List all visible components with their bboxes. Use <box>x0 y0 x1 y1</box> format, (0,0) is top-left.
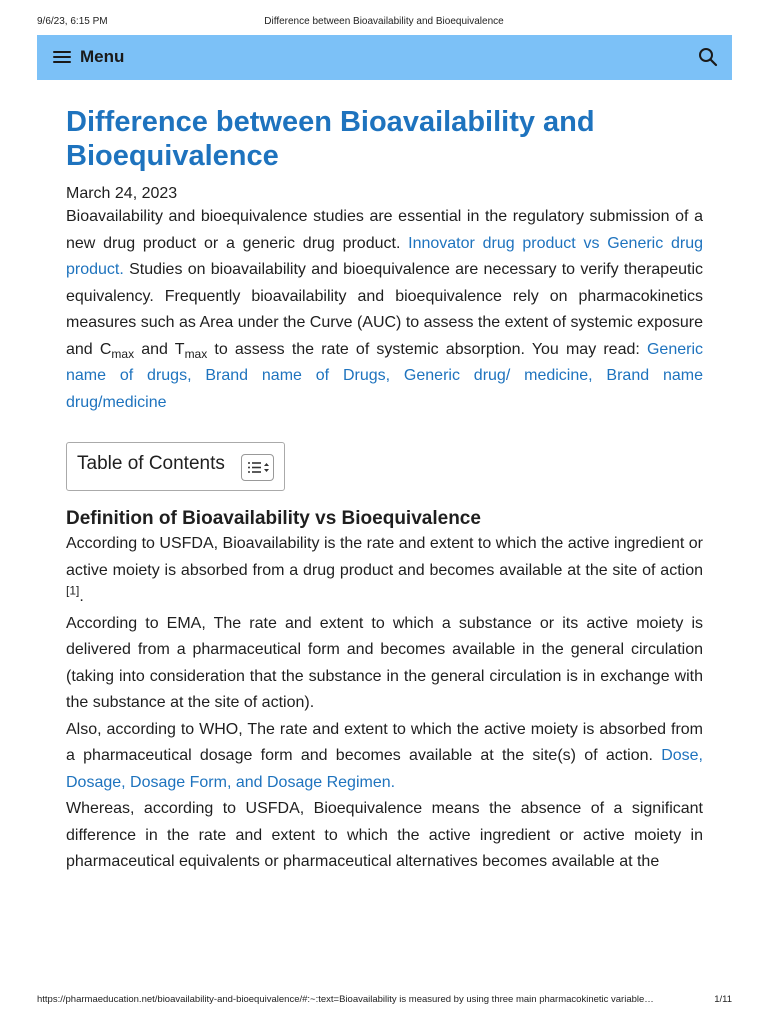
print-url: https://pharmaeducation.net/bioavailability-and-bioequivalence/#:~:text=Bioavailability is measured by using three main pharmacokinetic variable… <box>37 994 654 1005</box>
generic-brand-names-link[interactable]: Generic name of drugs, Brand name of Drugs, Generic drug/ medicine, Brand name drug/medicine <box>66 340 703 411</box>
print-footer <box>0 994 768 1008</box>
print-datetime: 9/6/23, 6:15 PM <box>37 16 108 27</box>
paragraph-text: According to USFDA, Bioavailability is the rate and extent to which the active ingredient or active moiety is absorbed from a drug product and becomes available at the site of action <box>66 535 703 579</box>
paragraph-text: Also, according to WHO, The rate and extent to which the active moiety is absorbed from a pharmaceutical dosage form and becomes available at the site(s) of action. <box>66 720 703 764</box>
print-doc-title: Difference between Bioavailability and Bioequivalence <box>264 16 504 27</box>
menu-button[interactable] <box>53 46 124 68</box>
cmax-subscript: max <box>111 346 135 361</box>
innovator-vs-generic-link[interactable]: Innovator drug product vs Generic drug product. <box>66 234 704 278</box>
page-title: Difference between Bioavailability and Bioequivalence <box>66 106 595 172</box>
post-date: March 24, 2023 <box>66 185 178 202</box>
table-of-contents <box>66 442 285 491</box>
list-toggle-icon[interactable] <box>241 454 274 481</box>
menu-label: Menu <box>80 47 125 66</box>
intro-text: Bioavailability and bioequivalence studies are essential in the regulatory submission of a new drug product or a generic drug product. <box>66 208 703 252</box>
usfda-bioavailability-paragraph <box>66 531 703 611</box>
ema-paragraph: According to EMA, The rate and extent to which a substance or its active moiety is delivered from a pharmaceutical form and becomes available in the general circulation (taking into consideration that the substance in the general circulation is in exchange with the substance at the site of action). <box>66 614 703 711</box>
page-number: 1/11 <box>714 994 732 1005</box>
usfda-bioequivalence-paragraph: Whereas, according to USFDA, Bioequivalence means the absence of a significant difference in the rate and extent to which the active ingredient or active moiety in pharmaceutical equivalents or pharmaceutical alternatives becomes available at the <box>66 800 703 870</box>
hamburger-icon <box>53 50 71 64</box>
menu-bar <box>37 35 732 80</box>
intro-paragraph <box>66 204 703 416</box>
intro-text: and T <box>134 340 185 358</box>
intro-text: Studies on bioavailability and bioequivalence are necessary to verify therapeutic equivalency. Frequently bioavailability and bioequivalence rely on pharmacokinetics measures such as Area under the Curve (AUC) to assess the extent of systemic exposure and C <box>66 261 703 358</box>
search-icon[interactable] <box>698 47 718 67</box>
paragraph-text: . <box>79 588 84 605</box>
intro-text: to assess the rate of systemic absorption. You may read: <box>207 340 647 358</box>
who-paragraph <box>66 717 703 797</box>
article <box>66 105 703 876</box>
dose-dosage-link[interactable]: Dose, Dosage, Dosage Form, and Dosage Regimen. <box>66 747 703 791</box>
reference-marker: [1] <box>66 583 80 598</box>
toc-title: Table of Contents <box>77 453 225 474</box>
print-header <box>0 16 768 30</box>
section-heading: Definition of Bioavailability vs Bioequivalence <box>66 508 481 529</box>
tmax-subscript: max <box>184 346 208 361</box>
